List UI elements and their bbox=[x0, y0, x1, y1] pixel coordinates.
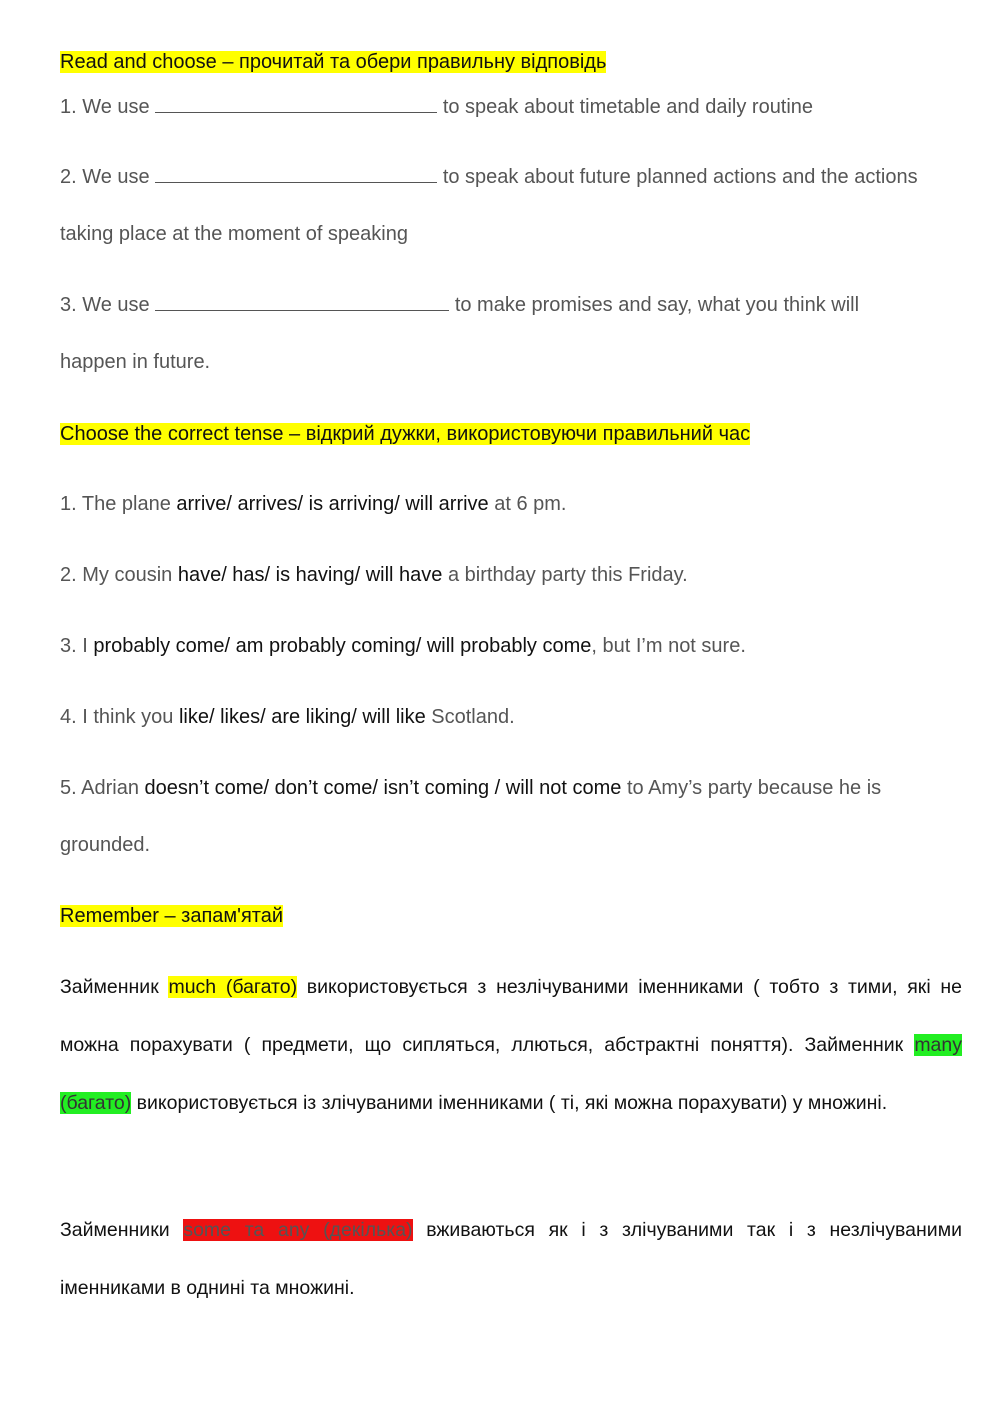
tense-item-4-options[interactable]: like/ likes/ are liking/ will like bbox=[178, 706, 426, 728]
tense-item-2-options[interactable]: have/ has/ is having/ will have bbox=[177, 564, 443, 586]
tense-item-1-post: at 6 pm. bbox=[488, 493, 567, 515]
question-3-cont bbox=[60, 348, 962, 376]
tense-item-1-pre: 1. The plane bbox=[60, 493, 177, 515]
question-1 bbox=[60, 93, 962, 121]
question-2-cont bbox=[60, 220, 962, 248]
question-1-text: to speak about timetable and daily routine bbox=[442, 96, 814, 118]
answer-blank-3[interactable] bbox=[155, 292, 449, 311]
rule-text: вживаються як і з злічуваними так і з незлічуваними іменниками в однині та множині. bbox=[60, 1219, 962, 1299]
tense-item-2-pre: 2. My cousin bbox=[60, 564, 178, 586]
tense-item-3-pre: 3. I bbox=[60, 635, 94, 657]
tense-item-5-continuation: grounded. bbox=[60, 834, 151, 856]
tense-item-5-post: to Amy’s party because he is bbox=[621, 777, 882, 799]
rule-paragraph-much-many bbox=[60, 958, 962, 1132]
much-highlight: much (багато) bbox=[168, 976, 298, 998]
tense-item-4-post: Scotland. bbox=[425, 706, 515, 728]
question-2-prefix: 2. We use bbox=[60, 166, 150, 188]
some-any-highlight: some та any (декілька) bbox=[183, 1219, 413, 1241]
section1-heading bbox=[60, 48, 962, 76]
tense-item-5-pre: 5. Adrian bbox=[60, 777, 145, 799]
tense-item-5-options[interactable]: doesn’t come/ don’t come/ isn’t coming / will not come bbox=[144, 777, 622, 799]
tense-item-4 bbox=[60, 703, 962, 731]
section2-heading-text: Choose the correct tense – відкрий дужки, використовуючи правильний час bbox=[60, 423, 751, 445]
question-3-continuation: happen in future. bbox=[60, 351, 211, 373]
question-2 bbox=[60, 148, 962, 206]
tense-item-5-cont bbox=[60, 831, 962, 859]
rule-text: Займенник bbox=[60, 976, 169, 998]
section3-heading-text: Remember – запам'ятай bbox=[60, 905, 284, 927]
rule-text: Займенники bbox=[60, 1219, 184, 1241]
many-highlight: many (багато) bbox=[60, 1034, 962, 1114]
tense-item-3-options[interactable]: probably come/ am probably coming/ will probably come bbox=[93, 635, 592, 657]
answer-blank-1[interactable] bbox=[155, 94, 437, 113]
question-1-prefix: 1. We use bbox=[60, 96, 150, 118]
tense-item-2 bbox=[60, 561, 962, 589]
section3-heading bbox=[60, 902, 962, 930]
rule-text: використовується із злічуваними іменниками ( ті, які можна порахувати) у множині. bbox=[131, 1092, 888, 1114]
question-3 bbox=[60, 276, 962, 334]
tense-item-5 bbox=[60, 759, 962, 817]
tense-item-3-post: , but I’m not sure. bbox=[591, 635, 746, 657]
tense-item-1-options[interactable]: arrive/ arrives/ is arriving/ will arrive bbox=[176, 493, 489, 515]
section1-heading-text: Read and choose – прочитай та обери правильну відповідь bbox=[60, 51, 607, 73]
question-2-continuation: taking place at the moment of speaking bbox=[60, 223, 408, 245]
tense-item-1 bbox=[60, 490, 962, 518]
tense-item-4-pre: 4. I think you bbox=[60, 706, 179, 728]
question-3-prefix: 3. We use bbox=[60, 294, 150, 316]
rule-paragraph-some-any bbox=[60, 1201, 962, 1317]
section2-heading bbox=[60, 420, 962, 448]
answer-blank-2[interactable] bbox=[155, 164, 437, 183]
rule-text: використовується з незлічуваними іменниками ( тобто з тими, які не можна порахувати ( предмети, що сипляться, ллються, абстрактні поняття). Займенник bbox=[60, 976, 962, 1056]
question-2-text: to speak about future planned actions and the actions bbox=[442, 166, 918, 188]
question-3-text: to make promises and say, what you think will bbox=[454, 294, 860, 316]
tense-item-2-post: a birthday party this Friday. bbox=[442, 564, 688, 586]
tense-item-3 bbox=[60, 632, 962, 660]
